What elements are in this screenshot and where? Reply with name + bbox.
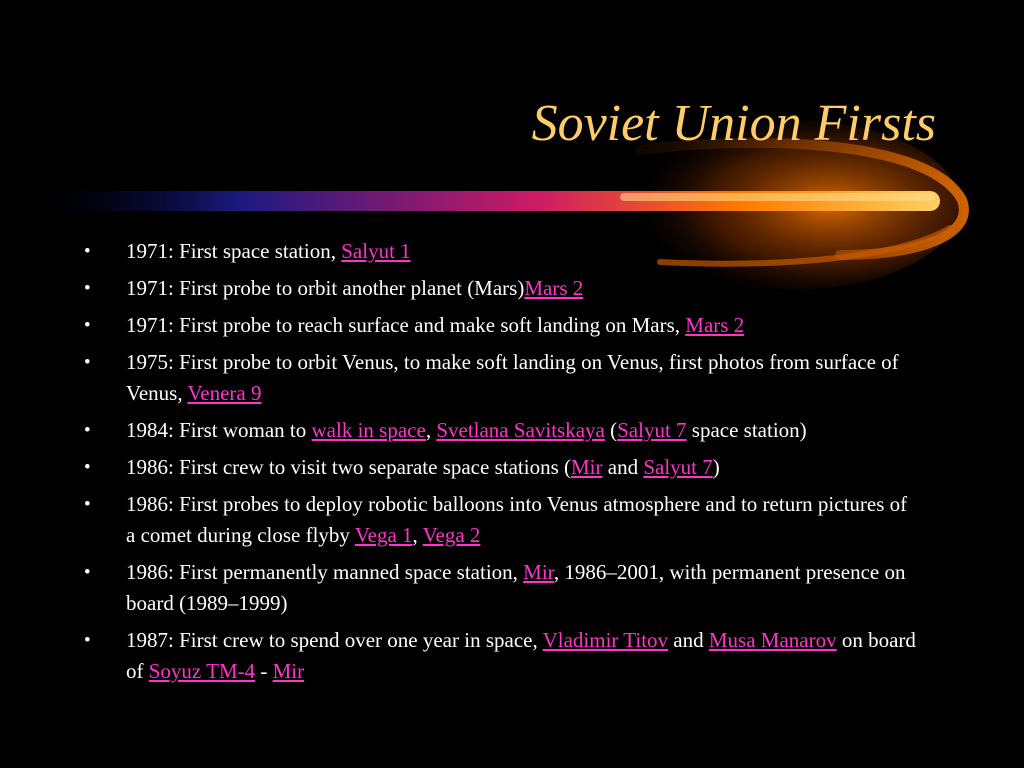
bullet-text: , 1986–2001, with permanent presence on board (1989–1999) <box>126 560 906 615</box>
bullet-link[interactable]: Salyut 7 <box>617 418 687 442</box>
bullet-text: 1986: First permanently manned space station, <box>126 560 524 584</box>
bullet-dot-icon: • <box>84 562 91 583</box>
bullet-text: 1975: First probe to orbit Venus, to make soft landing on Venus, first photos from surface of Venus, <box>126 350 899 405</box>
bullet-text: 1971: First probe to orbit another planet (Mars) <box>126 276 525 300</box>
bullet-link[interactable]: Vladimir Titov <box>542 628 669 652</box>
bullet-link[interactable]: Mir <box>571 455 603 479</box>
bullet-link[interactable]: Salyut 1 <box>341 239 411 263</box>
bullet-dot-icon: • <box>84 420 91 441</box>
bullet-link[interactable]: Vega 2 <box>422 523 481 547</box>
bullet-dot-icon: • <box>84 352 91 373</box>
bullet-link[interactable]: Venera 9 <box>187 381 262 405</box>
bullet-item <box>84 236 920 267</box>
bullet-text: , <box>425 418 437 442</box>
bullet-item <box>84 625 920 687</box>
bullet-link[interactable]: Vega 1 <box>354 523 413 547</box>
bullet-text: 1971: First space station, <box>126 239 342 263</box>
bullet-dot-icon: • <box>84 494 91 515</box>
swoosh-band-highlight <box>620 193 935 201</box>
bullet-text: 1986: First probes to deploy robotic balloons into Venus atmosphere and to return pictures of a comet during close flyby <box>126 492 908 547</box>
bullet-link[interactable]: Svetlana Savitskaya <box>436 418 605 442</box>
bullet-dot-icon: • <box>84 278 91 299</box>
bullet-text: ) <box>712 455 720 479</box>
bullet-text: ( <box>604 418 618 442</box>
bullet-link[interactable]: Mir <box>272 659 305 683</box>
bullet-item <box>84 273 920 304</box>
bullet-text: and <box>602 455 644 479</box>
bullet-text: and <box>668 628 709 652</box>
bullet-text: - <box>255 659 273 683</box>
bullet-link[interactable]: Mars 2 <box>685 313 745 337</box>
bullet-text: on board of <box>126 628 916 683</box>
bullet-link[interactable]: Soyuz TM-4 <box>148 659 256 683</box>
bullet-link[interactable]: Salyut 7 <box>643 455 713 479</box>
bullet-text: 1986: First crew to visit two separate space stations ( <box>126 455 571 479</box>
bullet-text: 1971: First probe to reach surface and make soft landing on Mars, <box>126 313 686 337</box>
bullet-text: , <box>412 523 423 547</box>
bullet-item <box>84 557 920 619</box>
bullet-text: space station) <box>686 418 807 442</box>
bullet-link[interactable]: Musa Manarov <box>708 628 837 652</box>
bullet-dot-icon: • <box>84 630 91 651</box>
bullet-item <box>84 489 920 551</box>
bullet-item <box>84 310 920 341</box>
bullet-list <box>84 236 920 693</box>
bullet-link[interactable]: Mars 2 <box>524 276 584 300</box>
bullet-item <box>84 452 920 483</box>
bullet-dot-icon: • <box>84 241 91 262</box>
bullet-item <box>84 347 920 409</box>
bullet-dot-icon: • <box>84 315 91 336</box>
bullet-link[interactable]: walk in space <box>311 418 426 442</box>
bullet-item <box>84 415 920 446</box>
bullet-dot-icon: • <box>84 457 91 478</box>
bullet-link[interactable]: Mir <box>523 560 554 584</box>
slide-title: Soviet Union Firsts <box>531 95 936 152</box>
bullet-text: 1987: First crew to spend over one year in space, <box>126 628 543 652</box>
bullet-text: 1984: First woman to <box>126 418 312 442</box>
